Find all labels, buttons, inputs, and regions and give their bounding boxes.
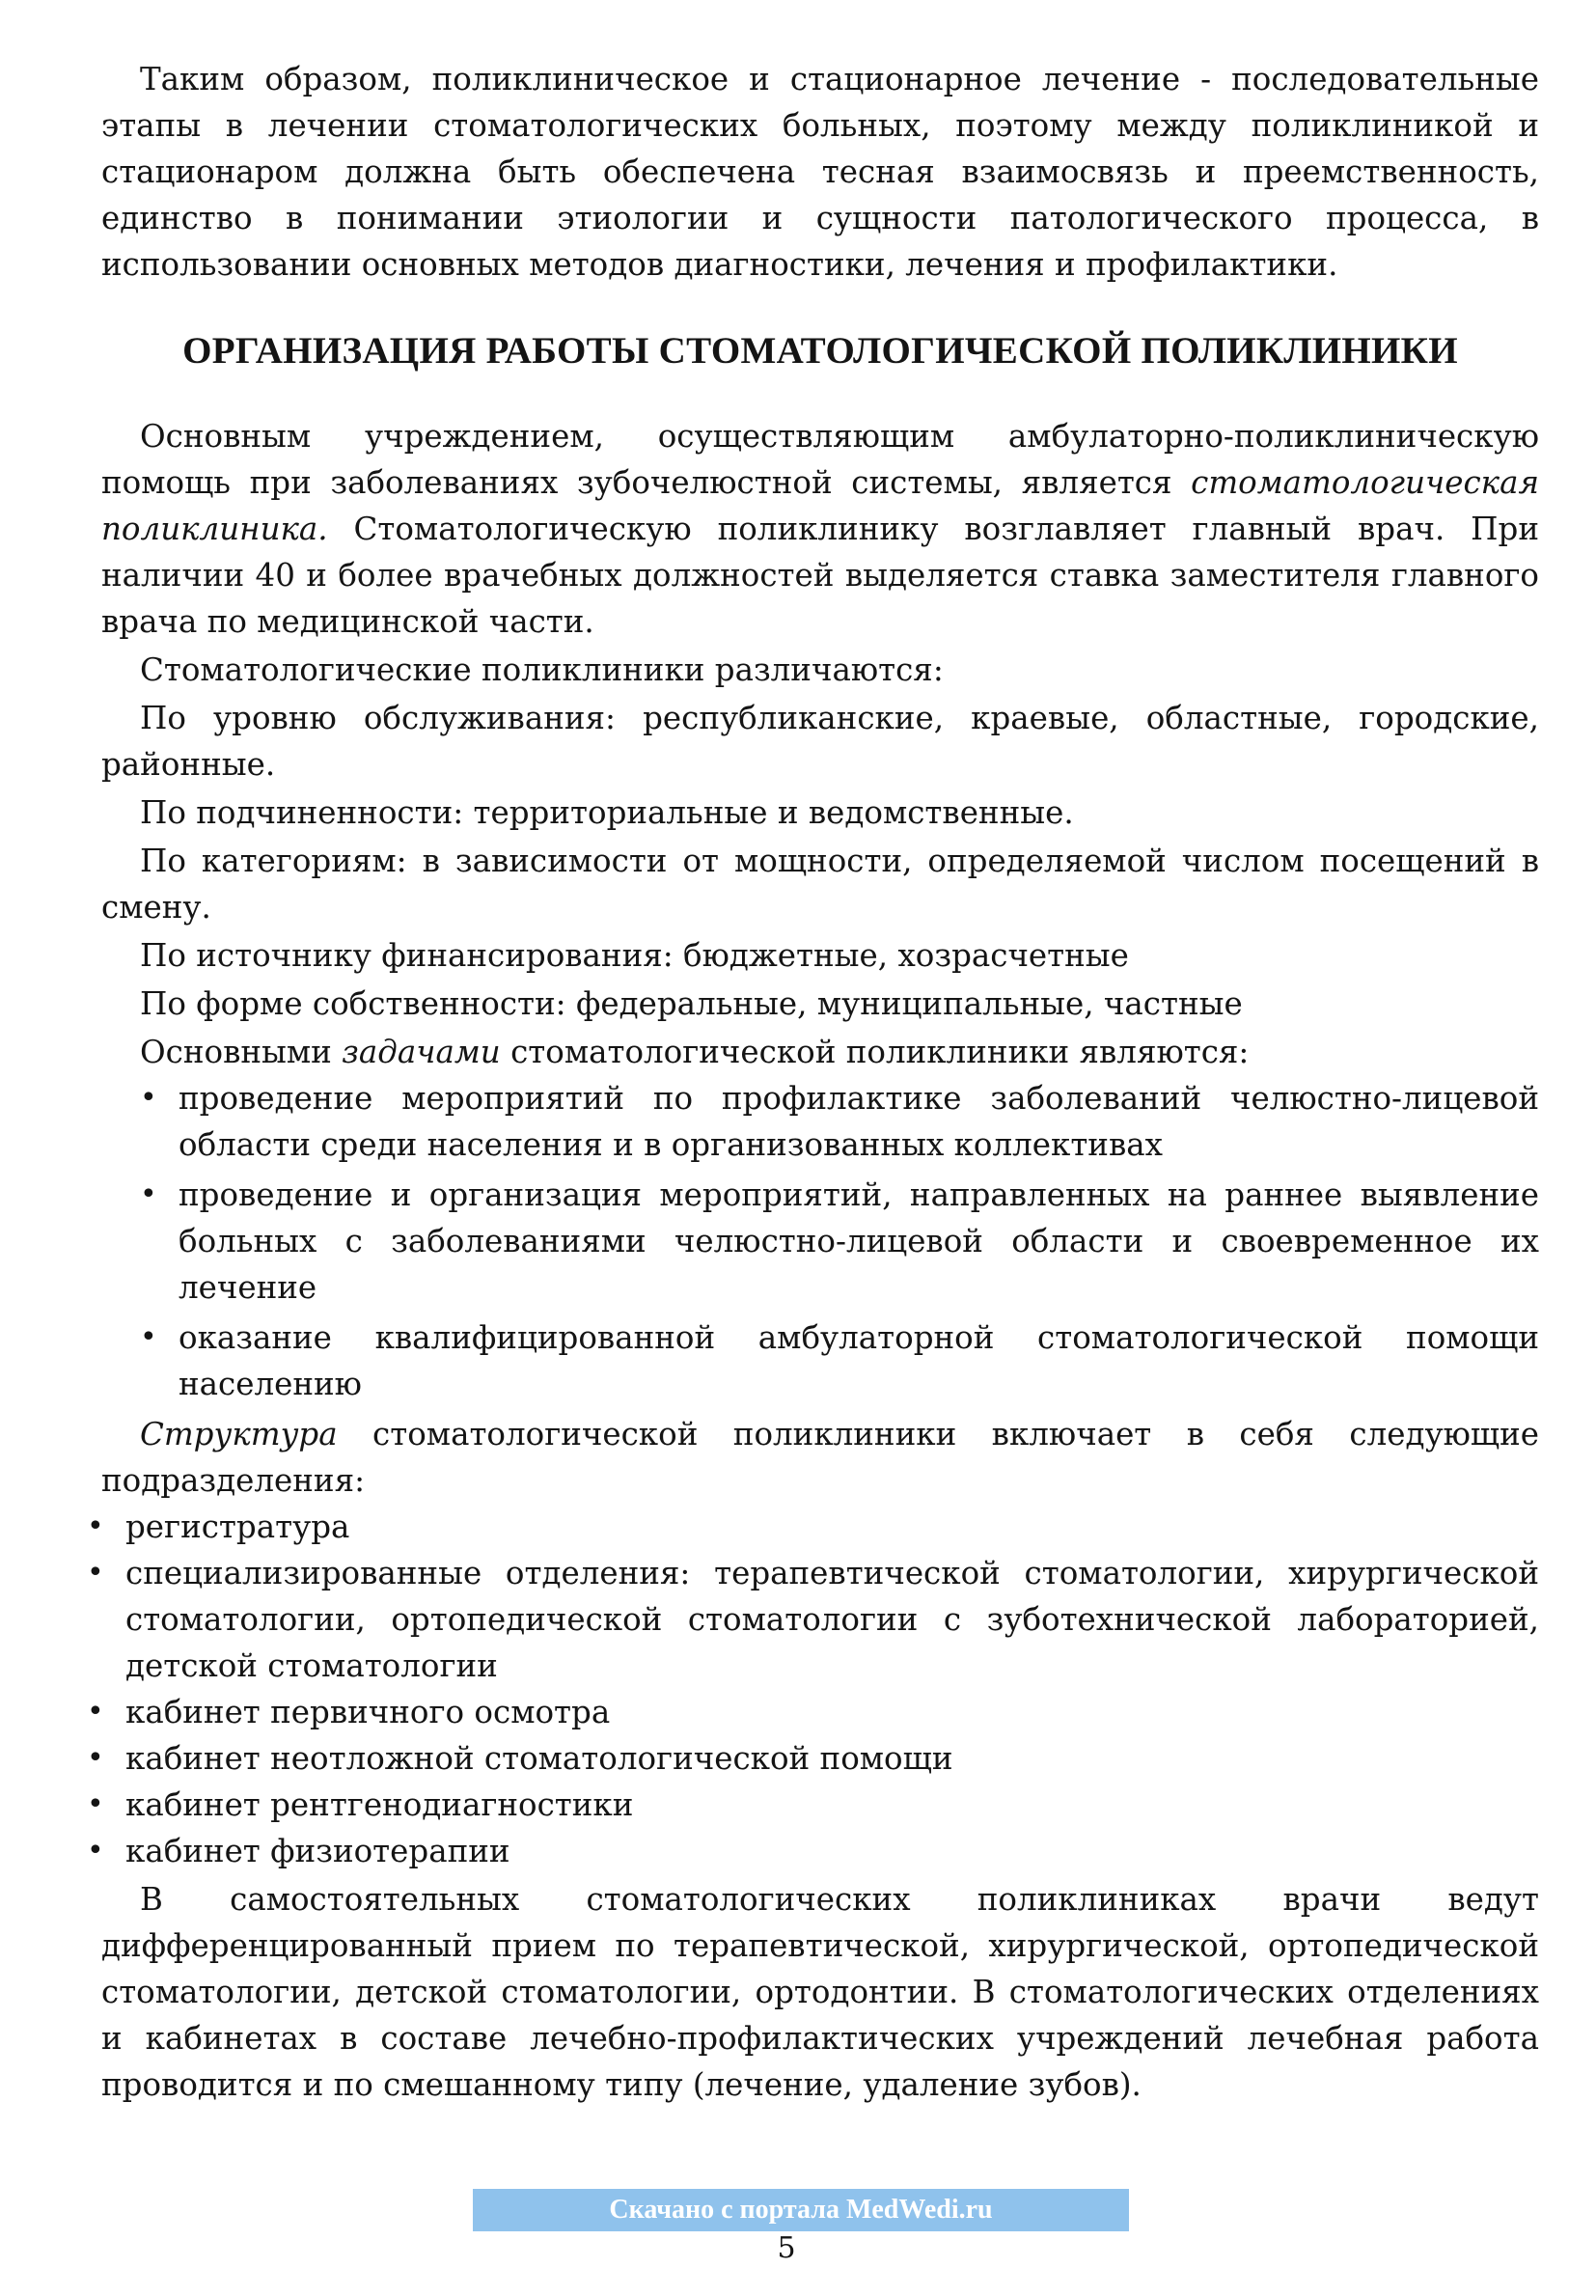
tasks-list xyxy=(101,1075,1539,1407)
bullet-icon: • xyxy=(87,1509,104,1543)
type-line: По подчиненности: территориальные и ведомственные. xyxy=(140,794,1074,831)
list-item xyxy=(77,1504,1539,1550)
list-item-text: регистратура xyxy=(125,1508,350,1545)
paragraph-text: Стоматологическую поликлинику возглавляет главный врач. При наличии 40 и более врачебных должностей выделяется ставка заместителя главного врача по медицинской части. xyxy=(101,511,1539,640)
structure-intro xyxy=(101,1411,1539,1504)
list-item-text: проведение мероприятий по профилактике заболеваний челюстно-лицевой области среди населения и в организованных коллективах xyxy=(179,1080,1539,1163)
intro-paragraph: Таким образом, поликлиническое и стационарное лечение - последовательные этапы в лечении стоматологических больных, поэтому между поликлиникой и стационаром должна быть обеспечена тесная взаимосвязь и преемственность, единство в понимании этиологии и сущности патологического процесса, в использовании основных методов диагностики, лечения и профилактики. xyxy=(101,61,1539,283)
list-item xyxy=(130,1172,1539,1311)
bullet-icon: • xyxy=(87,1556,104,1590)
emphasis-text: Структура xyxy=(140,1416,338,1452)
bullet-icon: • xyxy=(87,1834,104,1867)
list-item xyxy=(77,1689,1539,1735)
emphasis-text: задачами xyxy=(342,1034,501,1070)
paragraph-text: Основным учреждением, осуществляющим амбулаторно-поликлиническую помощь при заболеваниях зубочелюстной системы, является xyxy=(101,418,1539,501)
bullet-icon: • xyxy=(140,1320,157,1354)
list-item-text: кабинет первичного осмотра xyxy=(125,1694,611,1730)
bullet-icon: • xyxy=(87,1787,104,1821)
final-paragraph: В самостоятельных стоматологических поликлиниках врачи ведут дифференцированный прием по терапевтической, хирургической, ортопедической стоматологии, детской стоматологии, ортодонтии. В стоматологических отделениях и кабинетах в составе лечебно-профилактических учреждений лечебная работа проводится и по смешанному типу (лечение, удаление зубов). xyxy=(101,1881,1539,2103)
bullet-icon: • xyxy=(140,1081,157,1115)
type-line: По уровню обслуживания: республиканские, краевые, областные, городские, районные. xyxy=(101,700,1539,783)
type-line: По категориям: в зависимости от мощности, определяемой числом посещений в смену. xyxy=(101,843,1539,926)
list-item xyxy=(77,1735,1539,1782)
list-item-text: проведение и организация мероприятий, направленных на раннее выявление больных с заболеваниями челюстно-лицевой области и своевременное их лечение xyxy=(179,1176,1539,1306)
paragraph-text: стоматологической поликлиники являются: xyxy=(500,1034,1250,1070)
tasks-intro xyxy=(101,1029,1539,1075)
section-heading: ОРГАНИЗАЦИЯ РАБОТЫ СТОМАТОЛОГИЧЕСКОЙ ПОЛИКЛИНИКИ xyxy=(182,330,1458,372)
units-list xyxy=(77,1504,1539,1874)
paragraph-text: Основными xyxy=(140,1034,343,1070)
watermark-link[interactable]: Скачано с портала MedWedi.ru xyxy=(473,2189,1129,2231)
list-item xyxy=(130,1314,1539,1407)
list-item xyxy=(77,1828,1539,1874)
bullet-icon: • xyxy=(87,1695,104,1729)
bullet-icon: • xyxy=(87,1741,104,1775)
list-item-text: кабинет рентгенодиагностики xyxy=(125,1786,634,1823)
page-content xyxy=(87,56,1539,2108)
list-item xyxy=(130,1075,1539,1168)
list-item-text: кабинет физиотерапии xyxy=(125,1833,510,1869)
paragraph-text: стоматологической поликлиники включает в себя следующие подразделения: xyxy=(101,1416,1539,1499)
list-item-text: кабинет неотложной стоматологической помощи xyxy=(125,1740,953,1777)
page-number: 5 xyxy=(777,2231,796,2265)
list-item xyxy=(77,1550,1539,1689)
list-item xyxy=(77,1782,1539,1828)
type-line: По форме собственности: федеральные, муниципальные, частные xyxy=(140,985,1243,1022)
types-intro: Стоматологические поликлиники различаются: xyxy=(140,651,944,688)
bullet-icon: • xyxy=(140,1177,157,1211)
list-item-text: специализированные отделения: терапевтической стоматологии, хирургической стоматологии, ортопедической стоматологии с зуботехнической лабораторией, детской стоматологии xyxy=(125,1555,1539,1684)
emphasis-text: стоматологическая поликлиника. xyxy=(101,464,1539,547)
paragraph-main-institution xyxy=(101,413,1539,645)
list-item-text: оказание квалифицированной амбулаторной стоматологической помощи населению xyxy=(179,1319,1539,1402)
type-line: По источнику финансирования: бюджетные, хозрасчетные xyxy=(140,937,1129,974)
